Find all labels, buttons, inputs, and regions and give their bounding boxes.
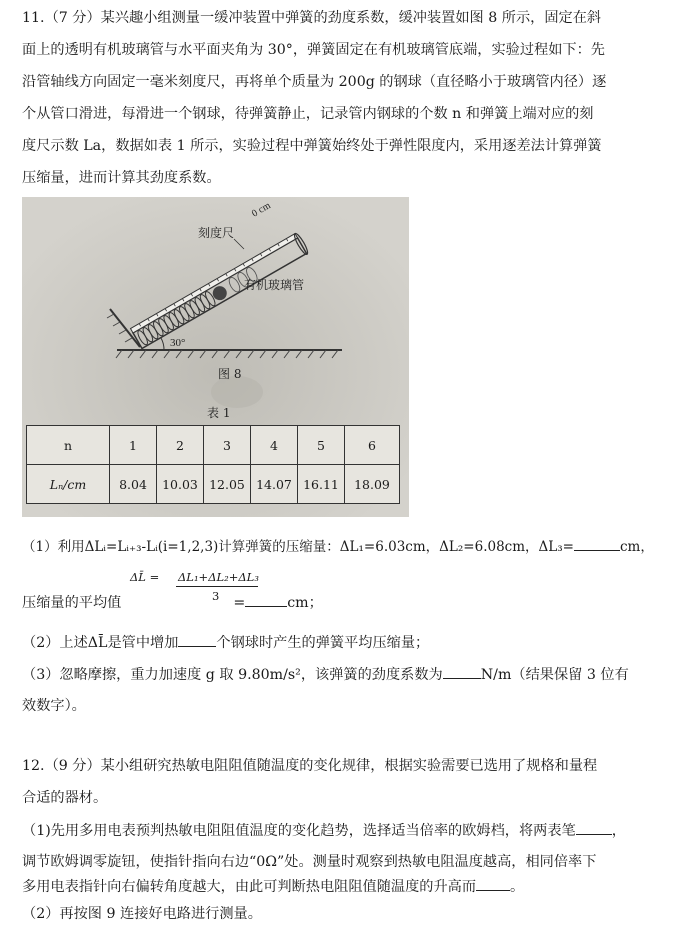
sub3-line-2: 效数字）。	[22, 698, 86, 714]
q11-line-6: 压缩量，进而计算其劲度系数。	[22, 170, 221, 186]
data-table	[26, 425, 400, 504]
sub3-text-a: （3）忽略摩擦，重力加速度 g 取 9.80m/s²，该弹簧的劲度系数为	[22, 667, 443, 683]
q11-line-1: 11.（7 分）某兴趣小组测量一缓冲装置中弹簧的劲度系数，缓冲装置如图 8 所示，固定在斜	[22, 10, 602, 26]
avg-lhs: ΔL̄ =	[130, 570, 160, 584]
sub2-text-b: 个钢球时产生的弹簧平均压缩量；	[216, 635, 430, 651]
q12-line-5-text: 多用电表指针向右偏转角度越大，由此可判断热电阻阻值随温度的升高而	[22, 879, 477, 895]
avg-denominator: 3	[212, 589, 220, 603]
avg-lead: 压缩量的平均值	[22, 595, 122, 611]
answer-blank-probes[interactable]	[576, 820, 612, 835]
sub1-unit: cm，	[619, 539, 654, 555]
q12-line-5	[22, 876, 672, 897]
table-row-label: Lₙ/cm	[27, 465, 110, 504]
answer-blank-n[interactable]	[178, 632, 216, 647]
table-cell: 14.07	[251, 465, 298, 504]
q12-line-3	[22, 820, 672, 841]
table-cell: 18.09	[345, 465, 400, 504]
table-cell: 16.11	[298, 465, 345, 504]
figure-caption: 图 8	[218, 367, 242, 381]
tube-label: 有机玻璃管	[244, 278, 305, 292]
table-caption: 表 1	[207, 406, 231, 420]
table-cell: 3	[204, 426, 251, 465]
avg-unit: cm；	[287, 595, 323, 611]
sub3-text-b: N/m（结果保留 3 位有	[480, 667, 629, 683]
table-row-l	[27, 465, 400, 504]
table-cell: 12.05	[204, 465, 251, 504]
table-cell: 4	[251, 426, 298, 465]
sub2-line	[22, 632, 672, 653]
avg-numerator: ΔL₁+ΔL₂+ΔL₃	[178, 570, 259, 584]
table-cell: 2	[157, 426, 204, 465]
answer-blank-avg[interactable]	[245, 592, 287, 607]
q11-line-2: 面上的透明有机玻璃管与水平面夹角为 30°，弹簧固定在有机玻璃管底端，实验过程如下：先	[22, 42, 605, 58]
q12-line-5-end: 。	[510, 879, 525, 895]
sub2-text-a: （2）上述ΔL̄是管中增加	[22, 635, 179, 651]
q12-line-1: 12.（9 分）某小组研究热敏电阻阻值随温度的变化规律，根据实验需要已选用了规格和量程	[22, 758, 598, 774]
q11-line-4: 个从管口滑进，每滑进一个钢球，待弹簧静止，记录管内钢球的个数 n 和弹簧上端对应的刻	[22, 106, 594, 122]
answer-blank-dl3[interactable]	[574, 536, 620, 551]
sub1-text: （1）利用ΔLᵢ=Lᵢ₊₃-Lᵢ(i=1,2,3)计算弹簧的压缩量：ΔL₁=6.03cm，ΔL₂=6.08cm，ΔL₃=	[22, 539, 574, 555]
zero-cm-label: 0 cm	[250, 200, 273, 220]
fraction-bar	[176, 586, 258, 587]
angle-label: 30°	[170, 337, 186, 349]
avg-eq: =	[233, 595, 246, 611]
sub1-line	[22, 536, 672, 557]
avg-line	[22, 592, 382, 613]
q12-line-6: （2）再按图 9 连接好电路进行测量。	[22, 906, 262, 922]
table-cell: 5	[298, 426, 345, 465]
q12-line-3-text: （1)先用多用电表预判热敏电阻阻值温度的变化趋势，选择适当倍率的欧姆档，将两表笔	[22, 823, 576, 839]
table-cell: 8.04	[110, 465, 157, 504]
answer-blank-trend[interactable]	[476, 876, 510, 891]
ruler-label: 刻度尺	[198, 226, 235, 240]
q11-line-3: 沿管轴线方向固定一毫米刻度尺，再将单个质量为 200g 的钢球（直径略小于玻璃管内径）逐	[22, 74, 607, 90]
sub3-line-1	[22, 664, 672, 685]
table-cell: 1	[110, 426, 157, 465]
q11-line-5: 度尺示数 La，数据如表 1 所示，实验过程中弹簧始终处于弹性限度内，采用逐差法计算弹簧	[22, 138, 602, 154]
table-header-label: n	[27, 426, 110, 465]
q12-line-2: 合适的器材。	[22, 790, 108, 806]
table-cell: 10.03	[157, 465, 204, 504]
q12-line-3-end: ，	[611, 823, 626, 839]
q12-line-4: 调节欧姆调零旋钮，使指针指向右边“0Ω”处。测量时观察到热敏电阻温度越高，相同倍率下	[22, 854, 597, 870]
table-cell: 6	[345, 426, 400, 465]
answer-blank-k[interactable]	[443, 664, 481, 679]
table-row-n	[27, 426, 400, 465]
